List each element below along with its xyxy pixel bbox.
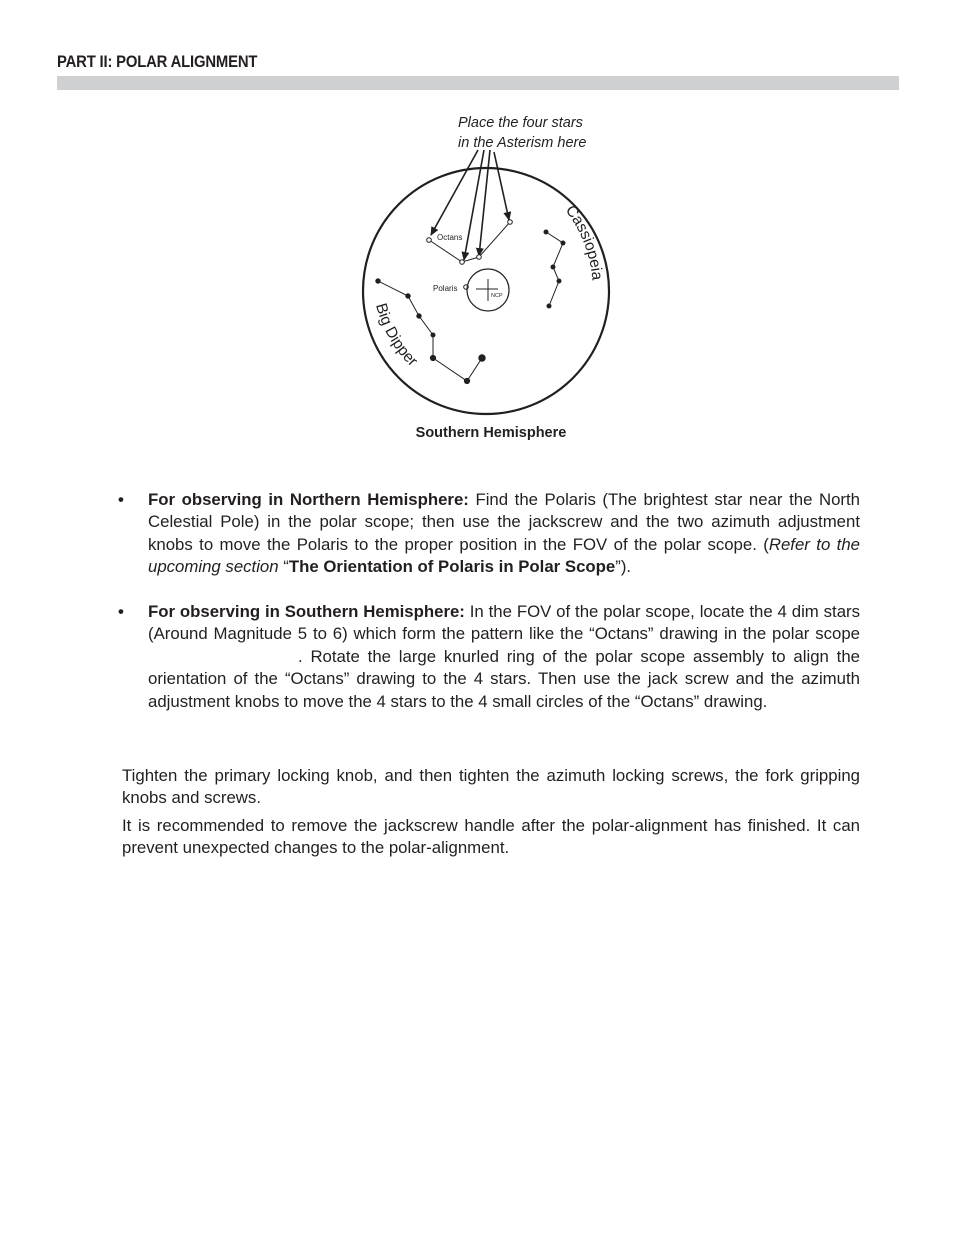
bullet-text: “ <box>278 557 289 577</box>
bullet-lead: For observing in Northern Hemisphere: <box>148 490 469 509</box>
diagram-caption: Southern Hemisphere <box>415 425 567 441</box>
instruction-line-2: in the Asterism here <box>458 135 587 151</box>
bullet-lead: For observing in Southern Hemisphere: <box>148 602 465 621</box>
cassiopeia-constellation <box>544 230 565 308</box>
instruction-line-1: Place the four stars <box>458 115 583 131</box>
pointer-arrows <box>431 150 509 260</box>
header-divider-bar <box>57 76 899 90</box>
octans-label: Octans <box>437 233 463 242</box>
bullet-text: . Rotate the large knurled ring of the polar scope assembly to align the orientation of the “Octans” drawing to the 4 stars. Then use the jack screw and the azimuth adjustment knobs to move the 4 stars to the 4 small circles of the “Octans” drawing. <box>148 646 860 711</box>
bullet-text: Find the Polaris (The brightest star near the North Celestial Pole) in the polar scope; then use the jackscrew and the two azimuth adjustment knobs to move the Polaris to the proper position in the FOV of the polar scope. ( <box>148 490 860 554</box>
bullet-southern-hemisphere <box>148 601 860 713</box>
section-title: PART II: POLAR ALIGNMENT <box>57 53 258 71</box>
bullet-marker: • <box>118 602 124 621</box>
arrow-4 <box>494 152 509 220</box>
bullet-marker: • <box>118 490 124 509</box>
bullet-text: ”). <box>615 557 632 577</box>
polar-scope-diagram <box>350 108 630 448</box>
paragraph-tighten: Tighten the primary locking knob, and then tighten the azimuth locking screws, the fork gripping knobs and screws. <box>122 766 860 808</box>
paragraph-recommendation: It is recommended to remove the jackscrew handle after the polar-alignment has finished. It can prevent unexpected changes to the polar-alignment. <box>122 816 860 858</box>
big-dipper-label: Big Dipper <box>372 301 421 370</box>
ncp-label: NCP <box>491 293 503 299</box>
section-reference: The Orientation of Polaris in Polar Scope <box>288 557 616 577</box>
bullet-northern-hemisphere <box>148 489 860 579</box>
cassiopeia-label: Cassiopeia <box>561 202 606 281</box>
polaris-label: Polaris <box>433 284 458 293</box>
bullet-italic: Refer to the upcoming section <box>148 534 860 577</box>
bullet-text: In the FOV of the polar scope, locate the 4 dim stars (Around Magnitude 5 to 6) which form the pattern like the “Octans” drawing in the polar scope <box>148 602 861 644</box>
